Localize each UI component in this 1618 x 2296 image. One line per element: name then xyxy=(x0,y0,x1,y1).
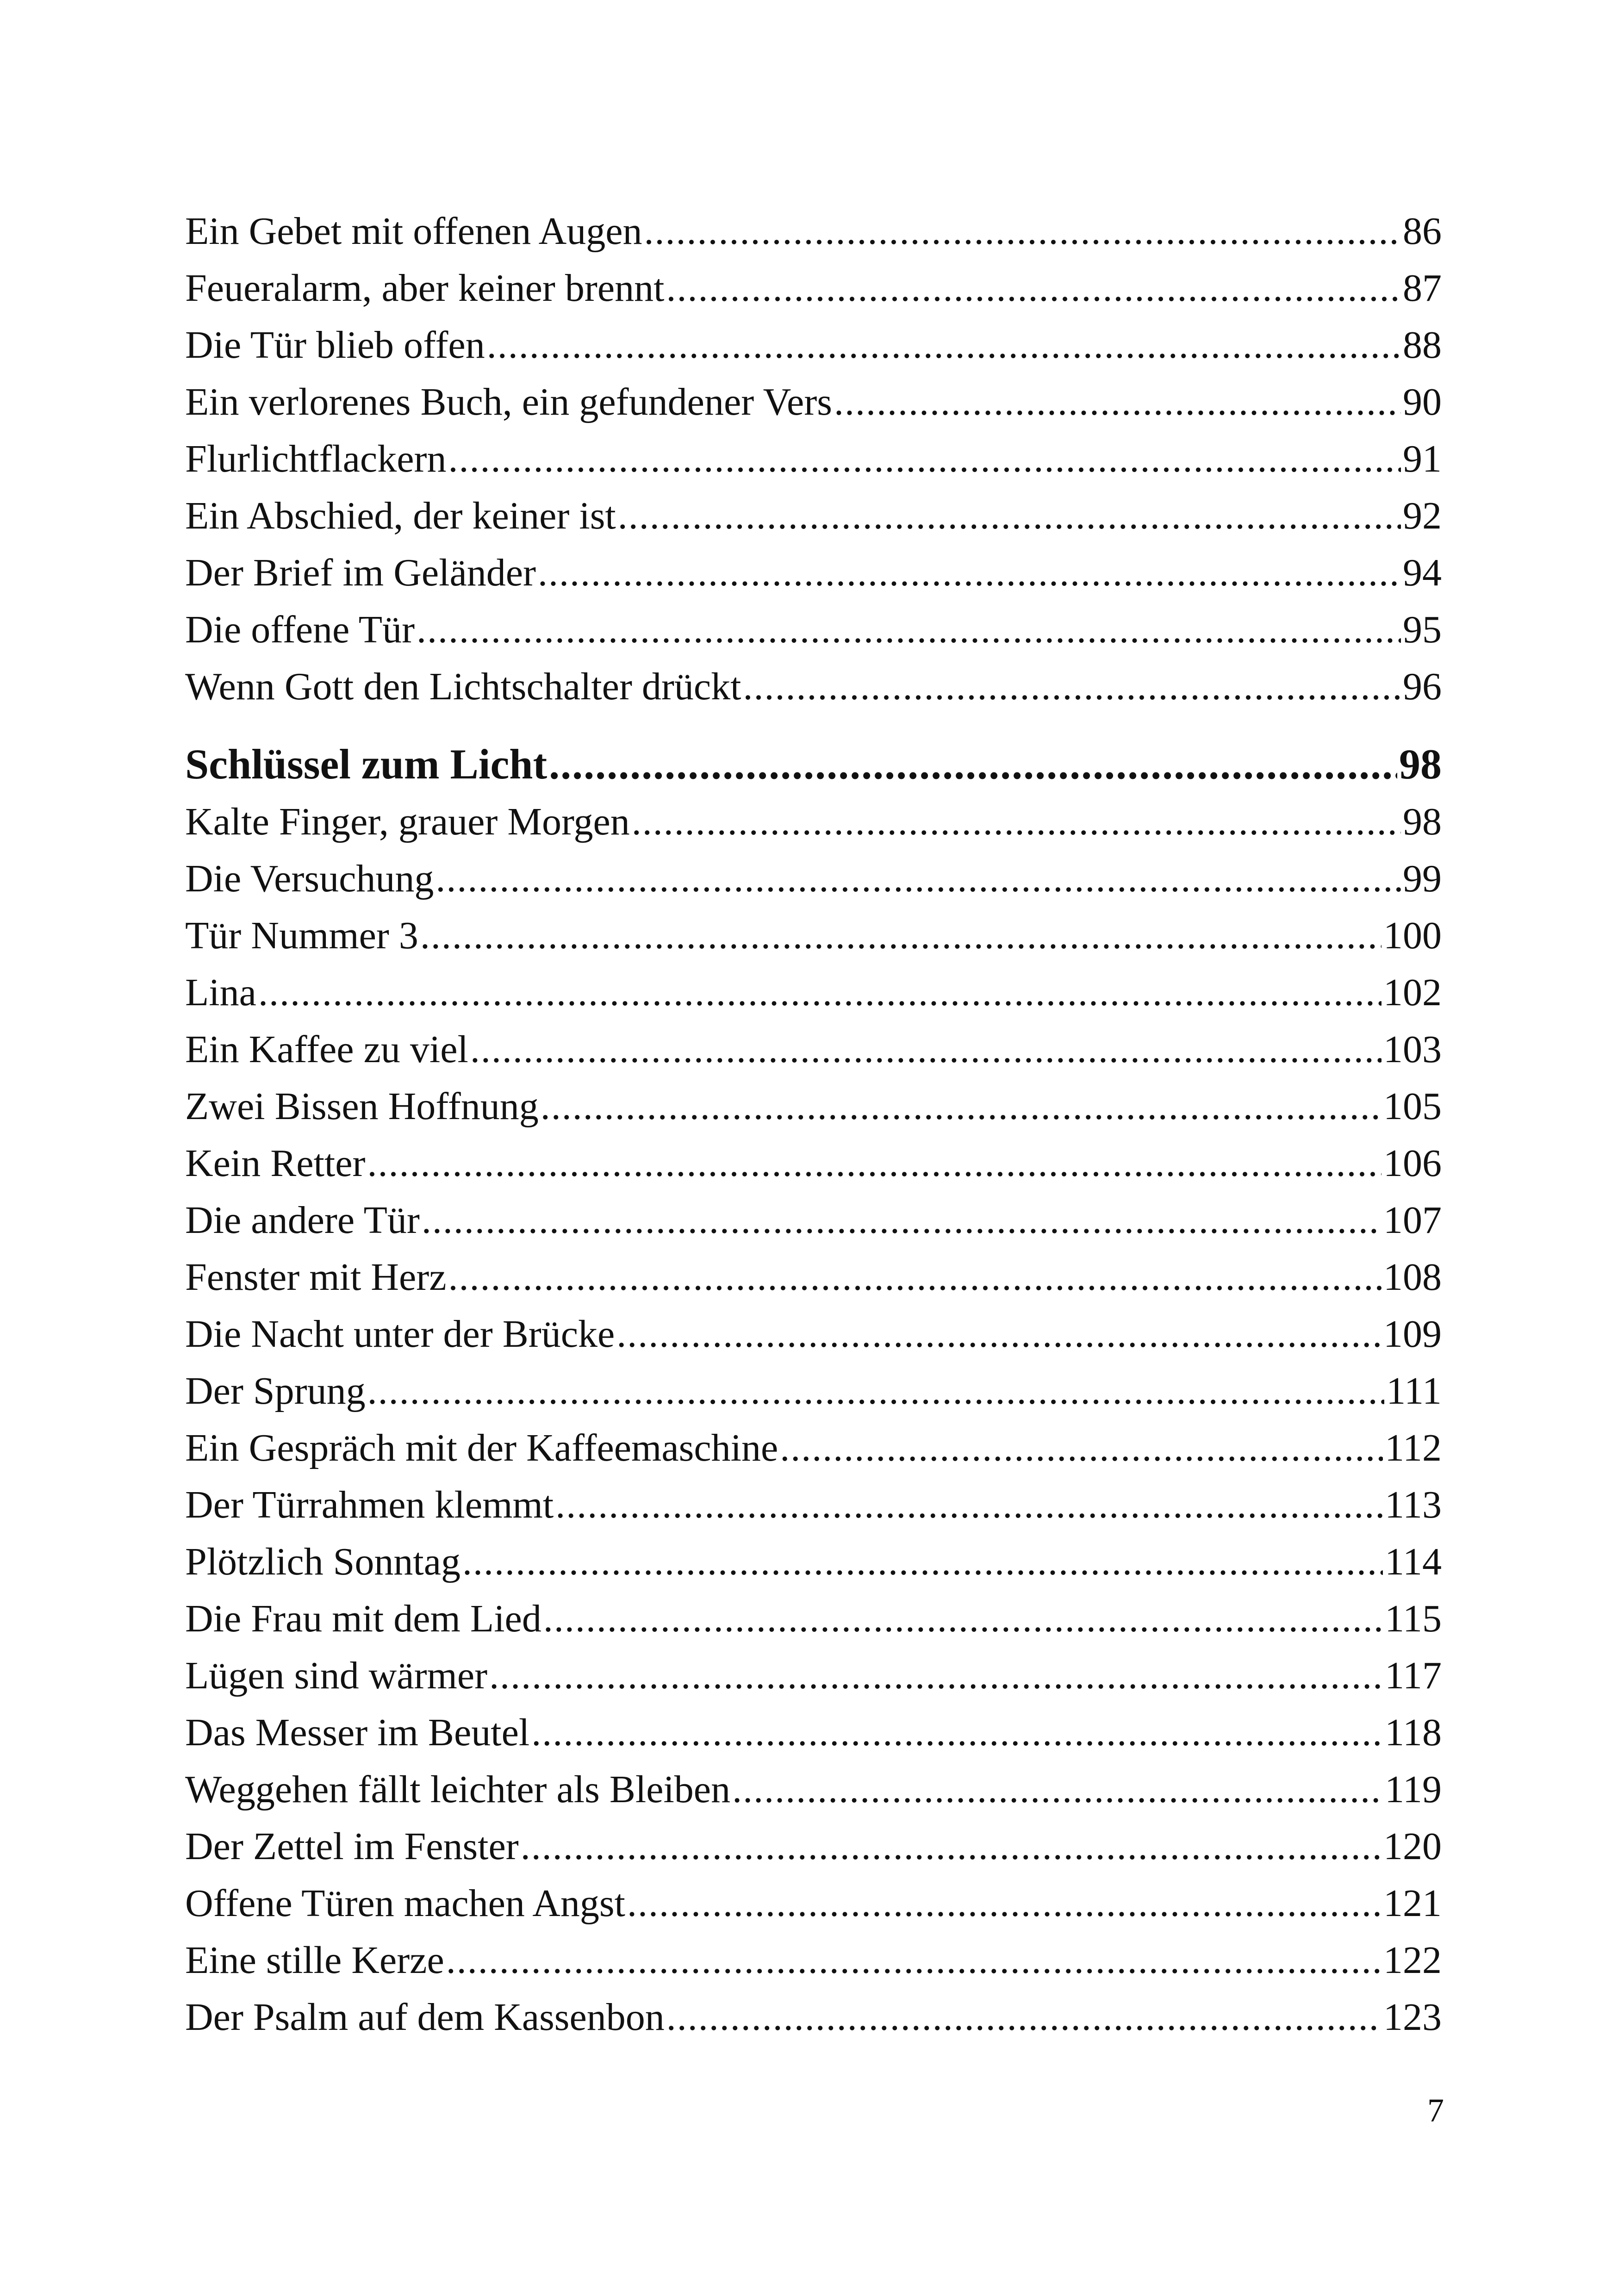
toc-entry-page: 120 xyxy=(1383,1825,1442,1868)
toc-entry xyxy=(185,1875,1442,1932)
dot-leader xyxy=(487,317,1401,373)
toc-entry-title: Kein Retter xyxy=(185,1142,366,1185)
toc-entry-title: Ein Abschied, der keiner ist xyxy=(185,494,616,537)
toc-entry-title: Ein verlorenes Buch, ein gefundener Vers xyxy=(185,380,832,423)
dot-leader xyxy=(367,1135,1382,1192)
toc-entry xyxy=(185,1135,1442,1192)
toc-entry-title: Der Brief im Geländer xyxy=(185,551,536,594)
toc-entry-title: Die Versuchung xyxy=(185,857,434,900)
toc-section-title: Schlüssel zum Licht xyxy=(185,740,548,788)
toc-entry-page: 92 xyxy=(1403,494,1442,537)
dot-leader xyxy=(834,373,1401,430)
dot-leader xyxy=(420,907,1382,964)
toc-entry xyxy=(185,1647,1442,1704)
toc-entry-page: 114 xyxy=(1385,1540,1442,1583)
toc-entry-page: 112 xyxy=(1385,1426,1442,1469)
toc-entry-title: Eine stille Kerze xyxy=(185,1939,444,1982)
toc-entry xyxy=(185,544,1442,601)
toc-entry-title: Lina xyxy=(185,971,256,1014)
toc-entry-page: 98 xyxy=(1403,800,1442,843)
toc-entry-title: Der Psalm auf dem Kassenbon xyxy=(185,1996,665,2039)
toc-entry-page: 111 xyxy=(1386,1369,1442,1412)
toc-entry xyxy=(185,317,1442,373)
toc-entry-title: Plötzlich Sonntag xyxy=(185,1540,461,1583)
dot-leader xyxy=(521,1818,1382,1875)
toc-entry-page: 103 xyxy=(1383,1028,1442,1071)
toc-entry xyxy=(185,373,1442,430)
toc-entry-page: 91 xyxy=(1403,437,1442,480)
toc-entry-title: Wenn Gott den Lichtschalter drückt xyxy=(185,665,741,708)
toc-entry-title: Tür Nummer 3 xyxy=(185,914,418,957)
toc-entry xyxy=(185,260,1442,317)
dot-leader xyxy=(644,203,1401,260)
dot-leader xyxy=(538,544,1401,601)
toc-entry-page: 90 xyxy=(1403,380,1442,423)
toc-entry-title: Fenster mit Herz xyxy=(185,1256,447,1299)
toc-entry-page: 88 xyxy=(1403,324,1442,367)
toc-entry-page: 108 xyxy=(1383,1256,1442,1299)
toc-entry-title: Ein Gespräch mit der Kaffeemaschine xyxy=(185,1426,778,1469)
toc-entry-page: 94 xyxy=(1403,551,1442,594)
toc-entry xyxy=(185,1533,1442,1590)
toc-entry-page: 119 xyxy=(1385,1768,1442,1811)
toc-entry xyxy=(185,1590,1442,1647)
dot-leader xyxy=(632,793,1401,850)
toc-entry-title: Der Türrahmen klemmt xyxy=(185,1483,554,1526)
dot-leader xyxy=(616,1306,1382,1363)
dot-leader xyxy=(367,1363,1385,1419)
toc-section-page: 98 xyxy=(1399,740,1442,788)
toc-entry-page: 96 xyxy=(1403,665,1442,708)
dot-leader xyxy=(549,735,1397,793)
dot-leader xyxy=(541,1078,1382,1135)
dot-leader xyxy=(531,1704,1383,1761)
dot-leader xyxy=(436,850,1401,907)
toc-entry-page: 122 xyxy=(1383,1939,1442,1982)
toc-entry-title: Kalte Finger, grauer Morgen xyxy=(185,800,630,843)
toc-entry xyxy=(185,1306,1442,1363)
toc-entry xyxy=(185,1476,1442,1533)
toc-entry xyxy=(185,203,1442,260)
toc-entry xyxy=(185,1704,1442,1761)
toc-entry-title: Flurlichtflackern xyxy=(185,437,447,480)
toc-entry-page: 123 xyxy=(1383,1996,1442,2039)
dot-leader xyxy=(618,487,1401,544)
toc-entry-page: 121 xyxy=(1383,1882,1442,1925)
toc-entry xyxy=(185,1078,1442,1135)
dot-leader xyxy=(627,1875,1382,1932)
dot-leader xyxy=(666,260,1401,317)
toc-entry-page: 102 xyxy=(1383,971,1442,1014)
dot-leader xyxy=(732,1761,1383,1818)
toc-entry xyxy=(185,1818,1442,1875)
toc-entry-title: Das Messer im Beutel xyxy=(185,1711,530,1754)
toc-entry-title: Weggehen fällt leichter als Bleiben xyxy=(185,1768,731,1811)
toc-entry-page: 113 xyxy=(1385,1483,1442,1526)
toc-entry-page: 106 xyxy=(1383,1142,1442,1185)
toc-entry-title: Die Frau mit dem Lied xyxy=(185,1597,541,1640)
dot-leader xyxy=(258,964,1382,1021)
toc-entry xyxy=(185,850,1442,907)
toc-entry-title: Der Zettel im Fenster xyxy=(185,1825,519,1868)
toc-section-heading xyxy=(185,735,1442,793)
dot-leader xyxy=(780,1419,1383,1476)
toc-entry xyxy=(185,964,1442,1021)
toc-entry-page: 95 xyxy=(1403,608,1442,651)
toc-entry xyxy=(185,1419,1442,1476)
page-number: 7 xyxy=(1427,2092,1444,2129)
toc-entry xyxy=(185,601,1442,658)
toc-entry-title: Die Tür blieb offen xyxy=(185,324,485,367)
toc-entry xyxy=(185,1989,1442,2046)
toc-entry-page: 87 xyxy=(1403,267,1442,310)
toc-entry-page: 115 xyxy=(1385,1597,1442,1640)
toc-entry xyxy=(185,793,1442,850)
toc-entry-title: Offene Türen machen Angst xyxy=(185,1882,625,1925)
toc-entry-page: 105 xyxy=(1383,1085,1442,1128)
toc-entry-page: 109 xyxy=(1383,1313,1442,1356)
toc-entry xyxy=(185,1363,1442,1419)
dot-leader xyxy=(448,430,1401,487)
toc-entry xyxy=(185,658,1442,715)
dot-leader xyxy=(543,1590,1383,1647)
dot-leader xyxy=(462,1533,1383,1590)
toc-entry-page: 86 xyxy=(1403,210,1442,253)
toc-entry-title: Die Nacht unter der Brücke xyxy=(185,1313,615,1356)
dot-leader xyxy=(489,1647,1383,1704)
toc-entry-title: Der Sprung xyxy=(185,1369,366,1412)
toc-entry xyxy=(185,1192,1442,1249)
toc-entry-title: Feueralarm, aber keiner brennt xyxy=(185,267,665,310)
toc-entry-page: 100 xyxy=(1383,914,1442,957)
toc-entry xyxy=(185,907,1442,964)
toc-entry-page: 107 xyxy=(1383,1199,1442,1242)
toc-entry-title: Lügen sind wärmer xyxy=(185,1654,488,1697)
dot-leader xyxy=(417,601,1401,658)
toc-entry-title: Zwei Bissen Hoffnung xyxy=(185,1085,539,1128)
toc-entry-page: 118 xyxy=(1385,1711,1442,1754)
dot-leader xyxy=(446,1932,1382,1989)
toc-entry-title: Ein Gebet mit offenen Augen xyxy=(185,210,642,253)
toc-entry-title: Die offene Tür xyxy=(185,608,415,651)
toc-entry xyxy=(185,1021,1442,1078)
dot-leader xyxy=(743,658,1401,715)
toc-entry xyxy=(185,430,1442,487)
toc-entry xyxy=(185,487,1442,544)
dot-leader xyxy=(666,1989,1382,2046)
toc-entry xyxy=(185,1932,1442,1989)
toc-entry xyxy=(185,1249,1442,1306)
toc-entry-page: 117 xyxy=(1385,1654,1442,1697)
table-of-contents xyxy=(185,203,1442,2046)
dot-leader xyxy=(555,1476,1383,1533)
dot-leader xyxy=(470,1021,1382,1078)
toc-entry xyxy=(185,1761,1442,1818)
toc-entry-title: Ein Kaffee zu viel xyxy=(185,1028,468,1071)
toc-entry-title: Die andere Tür xyxy=(185,1199,420,1242)
toc-entry-page: 99 xyxy=(1403,857,1442,900)
dot-leader xyxy=(448,1249,1382,1306)
dot-leader xyxy=(422,1192,1382,1249)
